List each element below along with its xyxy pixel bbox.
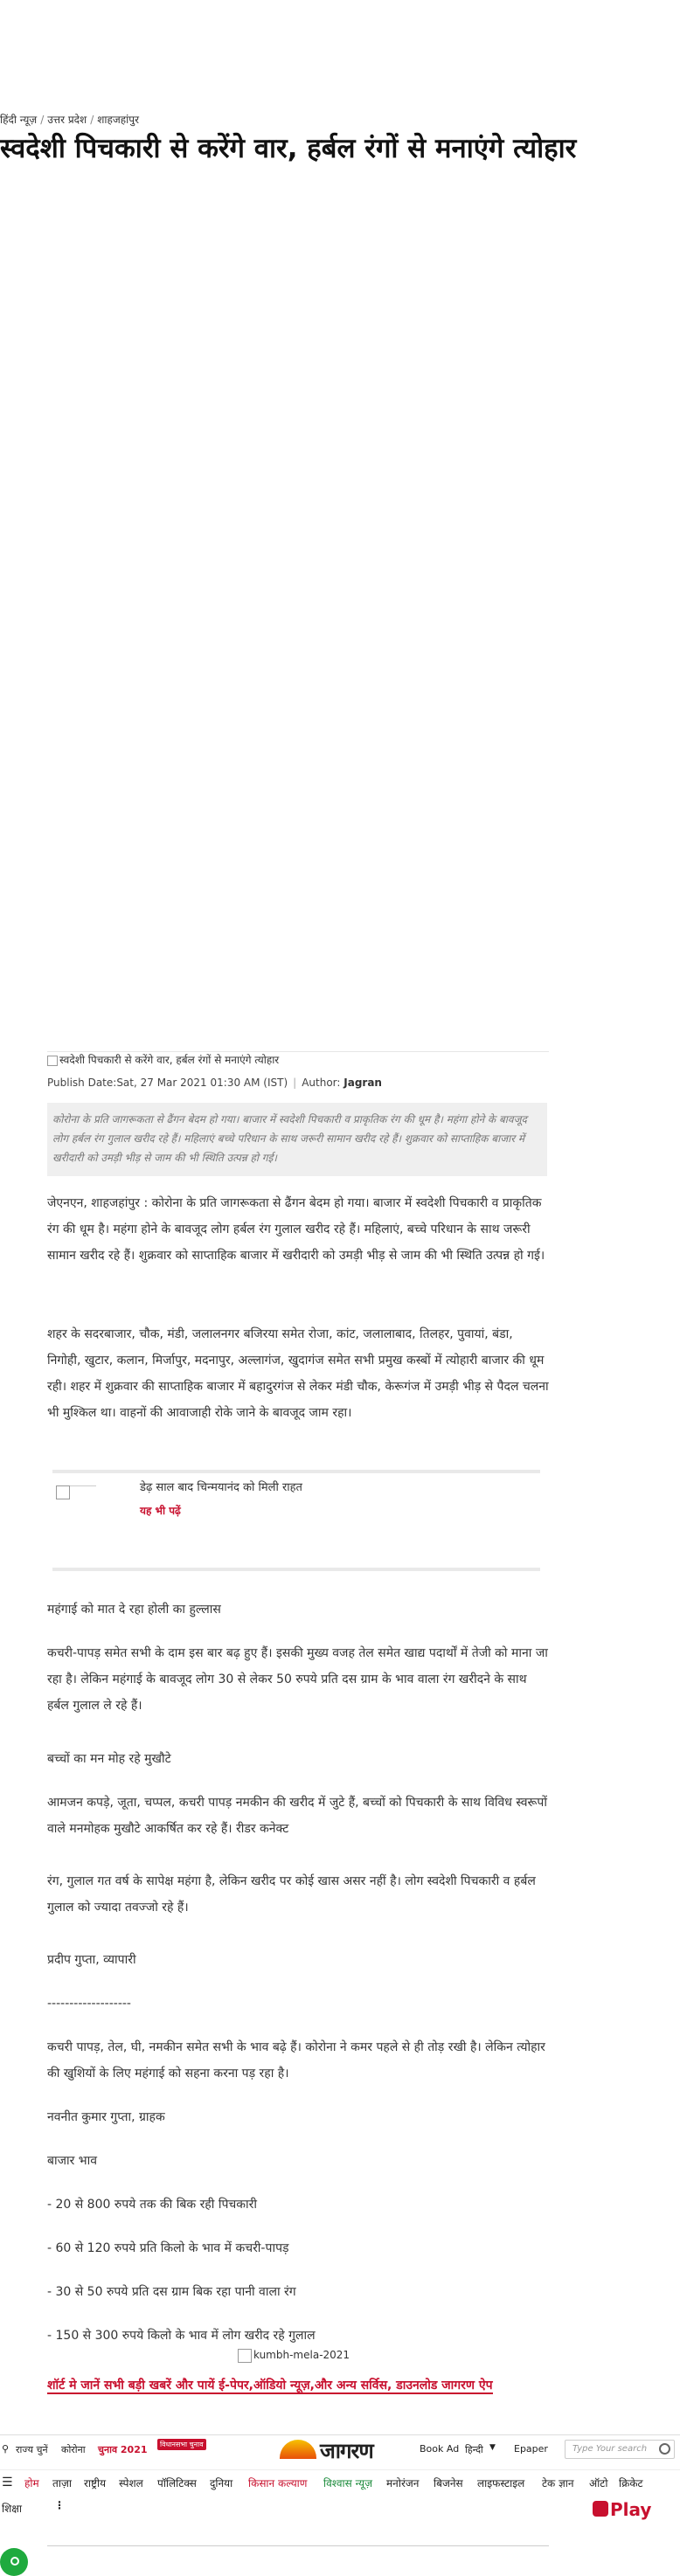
nav-item-politics[interactable]: पॉलिटिक्स bbox=[157, 2477, 197, 2489]
chevron-down-icon[interactable]: ▼ bbox=[489, 2443, 496, 2452]
jagran-play-button[interactable] bbox=[593, 2496, 656, 2522]
sub-heading: महंगाई को मात दे रहा होली का हुल्लास bbox=[47, 1603, 221, 1617]
price-item: - 20 से 800 रुपये तक की बिक रही पिचकारी bbox=[47, 2198, 258, 2212]
article-image bbox=[47, 1051, 549, 1070]
nav-item-cricket[interactable]: क्रिकेट bbox=[619, 2477, 643, 2489]
nav-item-education[interactable]: शिक्षा bbox=[2, 2503, 22, 2515]
nav-item-tech[interactable]: टेक ज्ञान bbox=[542, 2477, 574, 2489]
nav-item-kisan[interactable]: किसान कल्याण bbox=[248, 2477, 308, 2489]
app-promo-link[interactable] bbox=[47, 2375, 549, 2396]
related-story-thumbnail bbox=[56, 1485, 70, 1499]
article-paragraph: जेएनएन, शाहजहांपुर : कोरोना के प्रति जागरूकता से ढैंगन बेदम हो गया। बाजार में स्वदेशी पिचकारी व प्राकृतिक रंग की धूम है। महंगा होने के बावजूद लोग हर्बल रंग गुलाल खरीद रहे हैं। महिलाएं, बच्चे परिधान के साथ जरूरी सामान खरीद रहे हैं। शुक्रवार को साप्ताहिक बाजार में खरीदारी को उमड़ी भीड़ से जाम की भी स्थिति उत्पन्न हो गई। bbox=[47, 1196, 545, 1263]
prices-title: बाजार भाव bbox=[47, 2154, 98, 2168]
epaper-link[interactable]: Epaper bbox=[514, 2443, 548, 2455]
related-story-line bbox=[70, 1485, 96, 1486]
logo-text: जागरण bbox=[320, 2438, 373, 2463]
nav-item-home[interactable]: होम bbox=[24, 2477, 39, 2489]
search-input[interactable] bbox=[565, 2440, 675, 2459]
article-paragraph: रंग, गुलाल गत वर्ष के सापेक्ष महंगा है, लेकिन खरीद पर कोई खास असर नहीं है। लोग स्वदेशी पिचकारी व हर्बल गुलाल को ज्यादा तवज्जो रहे हैं। bbox=[47, 1874, 536, 1915]
app-promo-text[interactable]: शॉर्ट मे जानें सभी बड़ी खबरें और पायें ई-पेपर,ऑडियो न्यूज़,और अन्य सर्विस, डाउनलोड जागरण ऐप bbox=[47, 2379, 493, 2392]
language-select[interactable]: हिन्दी bbox=[465, 2444, 483, 2455]
main-nav bbox=[0, 2469, 680, 2493]
page-title: स्वदेशी पिचकारी से करेंगे वार, हर्बल रंगों से मनाएंगे त्योहार bbox=[0, 133, 577, 164]
more-options-icon[interactable]: ⋮ bbox=[54, 2499, 65, 2511]
location-pin-icon: ⚲ bbox=[2, 2443, 10, 2455]
related-story-title[interactable]: डेढ़ साल बाद चिन्मयानंद को मिली राहत bbox=[140, 1481, 302, 1494]
article-paragraph: कचरी-पापड़ समेत सभी के दाम इस बार बढ़ हुए हैं। इसकी मुख्य वजह तेल समेत खाद्य पदार्थों में तेजी को माना जा रहा है। लेकिन महंगाई के बावजूद लोग 30 से लेकर 50 रुपये प्रति दस ग्राम के भाव वाला रंग खरीदने के साथ हर्बल गुलाल ले रहे हैं। bbox=[47, 1646, 548, 1713]
election-badge: विधानसभा चुनाव bbox=[157, 2439, 206, 2450]
article-summary: कोरोना के प्रति जागरूकता से ढैंगन बेदम हो गया। बाजार में स्वदेशी पिचकारी व प्राकृतिक रंग की धूम है। महंगा होने के बावजूद लोग हर्बल रंग गुलाल खरीद रहे हैं। महिलाएं बच्चे परिधान के साथ जरूरी सामान खरीद रहे हैं। शुक्रवार को साप्ताहिक बाजार में खरीदारी को उमड़ी भीड़ से जाम की भी स्थिति उत्पन्न हो गई। bbox=[47, 1103, 547, 1176]
nav-item-special[interactable]: स्पेशल bbox=[119, 2477, 143, 2489]
nav-item-entertainment[interactable]: मनोरंजन bbox=[386, 2477, 420, 2489]
article-meta bbox=[47, 1077, 549, 1089]
play-label: Play bbox=[610, 2499, 652, 2520]
broken-image-icon bbox=[47, 1056, 58, 1066]
divider bbox=[47, 2545, 549, 2546]
price-item: - 150 से 300 रुपये किलो के भाव में लोग खरीद रहे गुलाल bbox=[47, 2329, 316, 2343]
nav-item-lifestyle[interactable]: लाइफस्टाइल bbox=[477, 2477, 525, 2489]
search-placeholder: Type Your search bbox=[572, 2444, 648, 2454]
breadcrumb-separator: / bbox=[90, 114, 94, 126]
broken-image-icon bbox=[238, 2349, 252, 2363]
sub-heading: बच्चों का मन मोह रहे मुखौटे bbox=[47, 1752, 171, 1766]
secondary-nav bbox=[0, 2497, 680, 2518]
publish-date: Publish Date:Sat, 27 Mar 2021 01:30 AM (IST) bbox=[47, 1077, 288, 1089]
article-paragraph: आमजन कपड़े, जूता, चप्पल, कचरी पापड़ नमकीन की खरीद में जुटे हैं, बच्चों को पिचकारी के साथ विविध स्वरूपों वाले मनमोहक मुखौटे आकर्षित कर रहे हैं। रीडर कनेक्ट bbox=[47, 1796, 548, 1836]
breadcrumb-state[interactable]: उत्तर प्रदेश bbox=[47, 114, 87, 126]
price-item: - 30 से 50 रुपये प्रति दस ग्राम बिक रहा पानी वाला रंग bbox=[47, 2285, 296, 2299]
signature: प्रदीप गुप्ता, व्यापारी bbox=[47, 1953, 136, 1967]
related-story[interactable] bbox=[52, 1470, 540, 1571]
corona-link[interactable]: कोरोना bbox=[61, 2444, 86, 2455]
whatsapp-share-button[interactable] bbox=[0, 2548, 28, 2576]
article-paragraph: कचरी पापड़, तेल, घी, नमकीन समेत सभी के भाव बढ़े हैं। कोरोना ने कमर पहले से ही तोड़ रखी है। लेकिन त्योहार की खुशियों के लिए महंगाई को सहना करना पड़ रहा है। bbox=[47, 2040, 545, 2081]
article-paragraph: शहर के सदरबाजार, चौक, मंडी, जलालनगर बजिरया समेत रोजा, कांट, जलालाबाद, तिलहर, पुवायां, बंडा, निगोही, खुटार, कलान, मिर्जापुर, मदनापुर, अल्लागंज, खुदागंज समेत सभी प्रमुख कस्बों में त्योहारी बाजार की धूम रही। शहर में शुक्रवार की साप्ताहिक बाजार में बहादुरगंज से लेकर मंडी चौक, केरूगंज में उमड़ी भीड़ से पैदल चलना भी मुश्किल था। वाहनों की आवाजाही रोके जाने के बावजूद जाम रहा। bbox=[47, 1327, 549, 1420]
nav-item-world[interactable]: दुनिया bbox=[210, 2477, 233, 2489]
nav-item-vishvas[interactable]: विश्वास न्यूज़ bbox=[323, 2477, 372, 2489]
meta-divider: | bbox=[293, 1077, 297, 1089]
article-image-alt: स्वदेशी पिचकारी से करेंगे वार, हर्बल रंगों से मनाएंगे त्योहार bbox=[59, 1054, 280, 1066]
breadcrumb-separator: / bbox=[40, 114, 45, 126]
nav-item-business[interactable]: बिजनेस bbox=[434, 2477, 463, 2489]
breadcrumb-home[interactable]: हिंदी न्यूज़ bbox=[0, 114, 38, 126]
divider-text: ------------------- bbox=[47, 1997, 131, 2011]
author-label: Author: bbox=[302, 1077, 341, 1089]
breadcrumb bbox=[0, 112, 139, 127]
nav-item-auto[interactable]: ऑटो bbox=[589, 2477, 608, 2489]
breadcrumb-city[interactable]: शाहजहांपुर bbox=[97, 114, 139, 126]
state-select[interactable]: राज्य चुनें bbox=[16, 2444, 48, 2455]
banner-image-alt: kumbh-mela-2021 bbox=[253, 2349, 350, 2361]
read-also-link[interactable]: यह भी पढ़ें bbox=[140, 1505, 181, 1517]
banner-image[interactable] bbox=[238, 2349, 350, 2363]
nav-item-national[interactable]: राष्ट्रीय bbox=[84, 2477, 107, 2489]
author-name[interactable]: Jagran bbox=[343, 1077, 382, 1089]
signature: नवनीत कुमार गुप्ता, ग्राहक bbox=[47, 2110, 165, 2124]
hamburger-menu-icon[interactable]: ☰ bbox=[2, 2476, 13, 2489]
price-item: - 60 से 120 रुपये प्रति किलो के भाव में कचरी-पापड़ bbox=[47, 2241, 289, 2255]
play-icon bbox=[593, 2501, 608, 2517]
book-ad-link[interactable]: Book Ad bbox=[420, 2443, 460, 2455]
nav-item-latest[interactable]: ताज़ा bbox=[52, 2477, 72, 2489]
election-link[interactable]: चुनाव 2021 bbox=[98, 2444, 148, 2455]
search-icon[interactable] bbox=[659, 2443, 670, 2455]
